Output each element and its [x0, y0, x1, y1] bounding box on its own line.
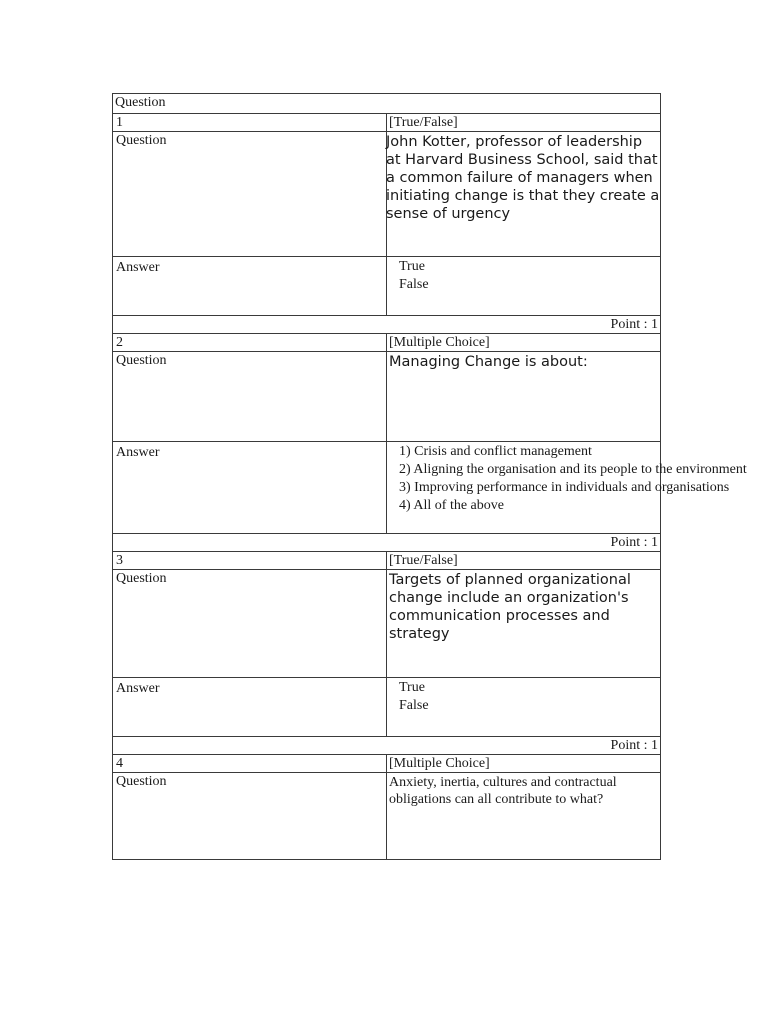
answer-1-cell	[387, 257, 661, 316]
answer-label: Answer	[113, 442, 387, 534]
question-label: Question	[113, 773, 387, 860]
question-4-row	[113, 773, 661, 860]
question-3-type: [True/False]	[387, 552, 661, 570]
answer-option[interactable]: True	[399, 680, 425, 695]
answer-option[interactable]: 2) Aligning the organisation and its people to the environment	[399, 462, 747, 477]
question-4-header-row	[113, 755, 661, 773]
question-2-type: [Multiple Choice]	[387, 334, 661, 352]
question-4-number: 4	[113, 755, 387, 773]
question-1-point-row	[113, 316, 661, 334]
question-2-text: Managing Change is about:	[389, 354, 588, 370]
answer-1-row	[113, 257, 661, 316]
answer-option[interactable]: False	[399, 277, 429, 292]
answer-option[interactable]: True	[399, 259, 425, 274]
question-3-point-row	[113, 737, 661, 755]
question-2-cell	[387, 352, 661, 442]
answer-2-row	[113, 442, 661, 534]
question-1-text: John Kotter, professor of leadership at Harvard Business School, said that a common failure of managers when initiating change is that they create a sense of urgency	[386, 134, 660, 222]
question-1-number: 1	[113, 114, 387, 132]
question-1-type: [True/False]	[387, 114, 661, 132]
answer-option[interactable]: 1) Crisis and conflict management	[399, 444, 592, 459]
question-3-number: 3	[113, 552, 387, 570]
question-4-text: Anxiety, inertia, cultures and contractual obligations can all contribute to what?	[389, 775, 617, 807]
question-2-point-row	[113, 534, 661, 552]
answer-2-cell	[387, 442, 747, 534]
question-1-row	[113, 132, 661, 257]
question-3-point: Point : 1	[113, 737, 661, 755]
question-label: Question	[113, 132, 387, 257]
question-2-point: Point : 1	[113, 534, 661, 552]
question-1-header-row	[113, 114, 661, 132]
question-2-header-row	[113, 334, 661, 352]
answer-option[interactable]: 3) Improving performance in individuals and organisations	[399, 480, 730, 495]
question-label: Question	[113, 570, 387, 678]
question-3-row	[113, 570, 661, 678]
answer-label: Answer	[113, 678, 387, 737]
question-2-number: 2	[113, 334, 387, 352]
question-label: Question	[113, 352, 387, 442]
table-header: Question	[113, 94, 661, 114]
question-4-cell	[387, 773, 661, 860]
question-3-text: Targets of planned organizational change include an organization's communication processes and strategy	[389, 572, 631, 642]
answer-3-row	[113, 678, 661, 737]
question-3-header-row	[113, 552, 661, 570]
answer-option[interactable]: 4) All of the above	[399, 498, 504, 513]
quiz-table	[112, 93, 747, 860]
table-header-row	[113, 94, 661, 114]
answer-label: Answer	[113, 257, 387, 316]
question-1-point: Point : 1	[113, 316, 661, 334]
answer-option[interactable]: False	[399, 698, 429, 713]
question-1-cell	[387, 132, 661, 257]
question-2-row	[113, 352, 661, 442]
answer-3-cell	[387, 678, 661, 737]
question-4-type: [Multiple Choice]	[387, 755, 661, 773]
question-3-cell	[387, 570, 661, 678]
